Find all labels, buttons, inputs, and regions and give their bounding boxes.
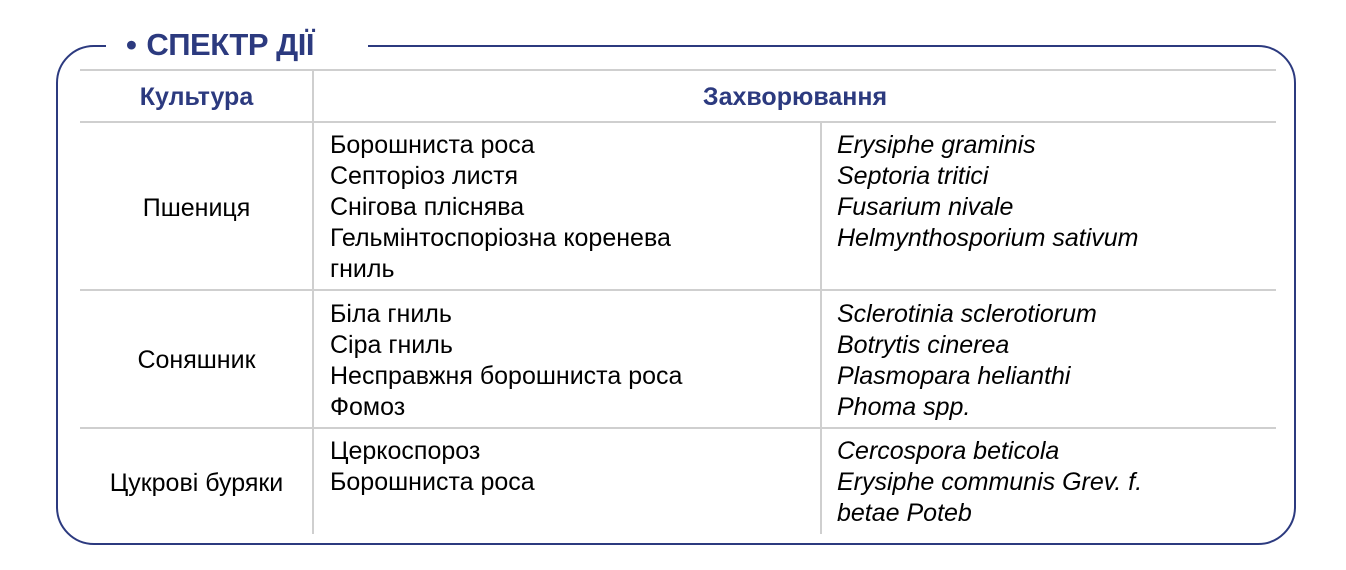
list-item: Erysiphe communis Grev. f. bbox=[837, 468, 1143, 496]
list-item: Sclerotinia sclerotiorum bbox=[837, 300, 1097, 328]
row-rule bbox=[80, 289, 1276, 291]
list-item: Helmynthosporium sativum bbox=[837, 224, 1139, 252]
header-crop: Культура bbox=[139, 83, 254, 111]
list-item: Біла гниль bbox=[330, 300, 452, 328]
disease-list-latin bbox=[837, 130, 1139, 254]
header-disease: Захворювання bbox=[702, 83, 888, 111]
disease-list-latin bbox=[837, 299, 1097, 423]
list-item: Cercospora beticola bbox=[837, 437, 1060, 465]
row-rule bbox=[80, 427, 1276, 429]
crop-cell: Цукрові буряки bbox=[109, 469, 284, 497]
list-item: Борошниста роса bbox=[330, 131, 535, 159]
list-item: Фомоз bbox=[330, 393, 406, 421]
list-item: Септоріоз листя bbox=[330, 162, 519, 190]
column-divider bbox=[820, 122, 822, 534]
disease-list-ua bbox=[330, 436, 535, 498]
list-item: betae Poteb bbox=[837, 499, 972, 527]
list-item: Plasmopara helianthi bbox=[837, 362, 1071, 390]
list-item: Несправжня борошниста роса bbox=[330, 362, 683, 390]
list-item: Сіра гниль bbox=[330, 331, 453, 359]
crop-cell: Соняшник bbox=[137, 346, 256, 374]
list-item: Борошниста роса bbox=[330, 468, 535, 496]
list-item: Botrytis cinerea bbox=[837, 331, 1010, 359]
list-item: Septoria tritici bbox=[837, 162, 989, 190]
list-item: Снігова пліснява bbox=[330, 193, 525, 221]
list-item: Fusarium nivale bbox=[837, 193, 1014, 221]
section-title-text: СПЕКТР ДІЇ bbox=[146, 27, 314, 62]
list-item: Erysiphe graminis bbox=[837, 131, 1036, 159]
list-item: гниль bbox=[330, 255, 395, 283]
section-title bbox=[126, 22, 314, 68]
disease-list-ua bbox=[330, 130, 671, 285]
table-top-rule bbox=[80, 69, 1276, 71]
disease-list-ua bbox=[330, 299, 682, 423]
list-item: Церкоспороз bbox=[330, 437, 481, 465]
disease-list-latin bbox=[837, 436, 1142, 529]
title-bullet: • bbox=[126, 27, 137, 62]
list-item: Phoma spp. bbox=[837, 393, 971, 421]
crop-cell: Пшениця bbox=[142, 194, 251, 222]
list-item: Гельмінтоспоріозна коренева bbox=[330, 224, 671, 252]
